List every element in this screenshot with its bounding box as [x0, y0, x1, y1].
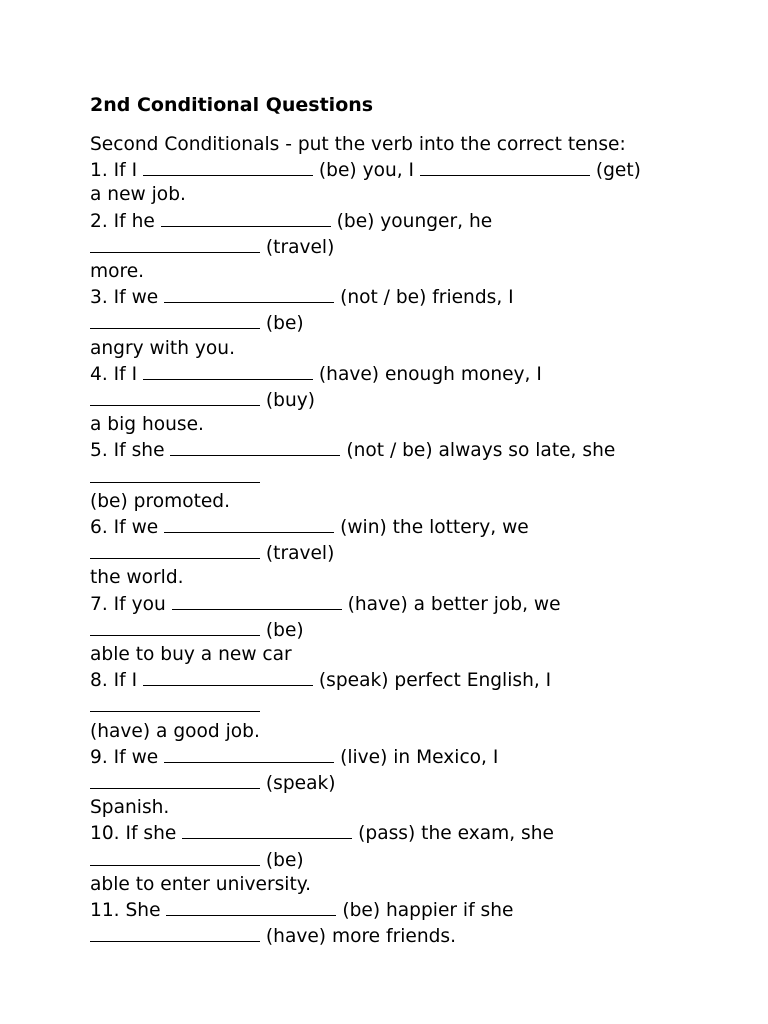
- answer-blank: [143, 157, 313, 176]
- document-title: 2nd Conditional Questions: [90, 94, 374, 116]
- exercise-text: 4. If I: [90, 363, 143, 385]
- exercise-line: [90, 770, 730, 796]
- exercise-line: [90, 897, 730, 923]
- exercise-item: [90, 744, 730, 821]
- answer-blank: [420, 157, 590, 176]
- exercise-text: 10. If she: [90, 823, 183, 845]
- answer-blank: [161, 208, 331, 227]
- exercise-text: (pass) the exam, she: [352, 823, 554, 845]
- exercise-line: [90, 514, 730, 540]
- exercise-text: 5. If she: [90, 440, 171, 462]
- exercise-item: [90, 157, 730, 207]
- exercise-line: [90, 464, 730, 490]
- exercise-line: [90, 540, 730, 566]
- answer-blank: [90, 617, 260, 636]
- exercise-text: (be): [260, 313, 304, 335]
- exercise-text: (speak): [260, 773, 336, 795]
- exercise-text: (have) a better job, we: [341, 593, 561, 615]
- answer-blank: [164, 744, 334, 763]
- exercise-line: [90, 591, 730, 617]
- exercise-text: (not / be) friends, I: [334, 287, 514, 309]
- exercise-text: (win) the lottery, we: [334, 517, 529, 539]
- exercise-text: (live) in Mexico, I: [334, 746, 499, 768]
- answer-blank: [182, 820, 352, 839]
- exercise-item: [90, 514, 730, 591]
- answer-blank: [166, 897, 336, 916]
- exercise-text: (be) you, I: [313, 160, 420, 182]
- exercise-text: angry with you.: [90, 337, 235, 359]
- exercise-text: Spanish.: [90, 797, 170, 819]
- exercise-line: [90, 337, 730, 361]
- exercise-line: [90, 796, 730, 820]
- exercise-text: a new job.: [90, 184, 186, 206]
- exercise-text: (have) enough money, I: [313, 363, 542, 385]
- exercise-text: (have) a good job.: [90, 720, 260, 742]
- exercise-text: able to enter university.: [90, 873, 312, 895]
- exercise-item: [90, 897, 730, 949]
- exercise-text: (speak) perfect English, I: [313, 670, 552, 692]
- answer-blank: [170, 437, 340, 456]
- exercise-line: [90, 284, 730, 310]
- exercise-text: 2. If he: [90, 210, 161, 232]
- answer-blank: [164, 514, 334, 533]
- exercise-line: [90, 744, 730, 770]
- exercise-item: [90, 284, 730, 361]
- exercise-item: [90, 591, 730, 668]
- exercise-item: [90, 667, 730, 744]
- exercise-text: 6. If we: [90, 517, 165, 539]
- answer-blank: [164, 284, 334, 303]
- exercise-line: [90, 260, 730, 284]
- worksheet-page: [90, 90, 730, 950]
- exercise-line: [90, 693, 730, 719]
- exercise-line: [90, 183, 730, 207]
- exercise-text: 7. If you: [90, 593, 172, 615]
- answer-blank: [172, 591, 342, 610]
- exercise-text: (have) more friends.: [260, 926, 457, 948]
- exercise-text: (be) promoted.: [90, 490, 231, 512]
- instruction-text: Second Conditionals - put the verb into the correct tense:: [90, 134, 626, 155]
- exercise-text: (be) younger, he: [330, 210, 493, 232]
- answer-blank: [90, 693, 260, 712]
- exercise-line: [90, 720, 730, 744]
- exercise-line: [90, 413, 730, 437]
- answer-blank: [90, 464, 260, 483]
- exercise-line: [90, 387, 730, 413]
- exercise-item: [90, 820, 730, 897]
- exercise-line: [90, 667, 730, 693]
- exercise-line: [90, 437, 730, 463]
- exercise-text: (get): [589, 160, 641, 182]
- exercise-text: (be): [260, 849, 304, 871]
- exercise-text: (not / be) always so late, she: [340, 440, 616, 462]
- exercise-line: [90, 643, 730, 667]
- exercise-list: [90, 157, 730, 949]
- answer-blank: [90, 923, 260, 942]
- exercise-line: [90, 490, 730, 514]
- exercise-text: a big house.: [90, 414, 204, 436]
- answer-blank: [90, 387, 260, 406]
- exercise-text: (buy): [260, 390, 316, 412]
- exercise-text: the world.: [90, 567, 184, 589]
- exercise-text: more.: [90, 261, 145, 283]
- exercise-line: [90, 361, 730, 387]
- exercise-item: [90, 361, 730, 438]
- exercise-line: [90, 234, 730, 260]
- exercise-text: (be) happier if she: [336, 900, 514, 922]
- answer-blank: [90, 770, 260, 789]
- exercise-text: 11. She: [90, 900, 167, 922]
- exercise-text: (travel): [260, 543, 335, 565]
- answer-blank: [90, 234, 260, 253]
- exercise-text: able to buy a new car: [90, 644, 292, 666]
- answer-blank: [143, 667, 313, 686]
- exercise-line: [90, 820, 730, 846]
- exercise-line: [90, 923, 730, 949]
- exercise-text: (be): [260, 619, 304, 641]
- exercise-line: [90, 566, 730, 590]
- answer-blank: [90, 540, 260, 559]
- answer-blank: [90, 310, 260, 329]
- answer-blank: [143, 361, 313, 380]
- exercise-text: 8. If I: [90, 670, 143, 692]
- exercise-line: [90, 157, 730, 183]
- exercise-line: [90, 310, 730, 336]
- exercise-line: [90, 617, 730, 643]
- exercise-text: 3. If we: [90, 287, 165, 309]
- answer-blank: [90, 847, 260, 866]
- exercise-text: 9. If we: [90, 746, 165, 768]
- exercise-text: (travel): [260, 236, 335, 258]
- exercise-text: 1. If I: [90, 160, 143, 182]
- exercise-line: [90, 847, 730, 873]
- exercise-line: [90, 208, 730, 234]
- exercise-line: [90, 873, 730, 897]
- exercise-item: [90, 437, 730, 514]
- exercise-item: [90, 208, 730, 285]
